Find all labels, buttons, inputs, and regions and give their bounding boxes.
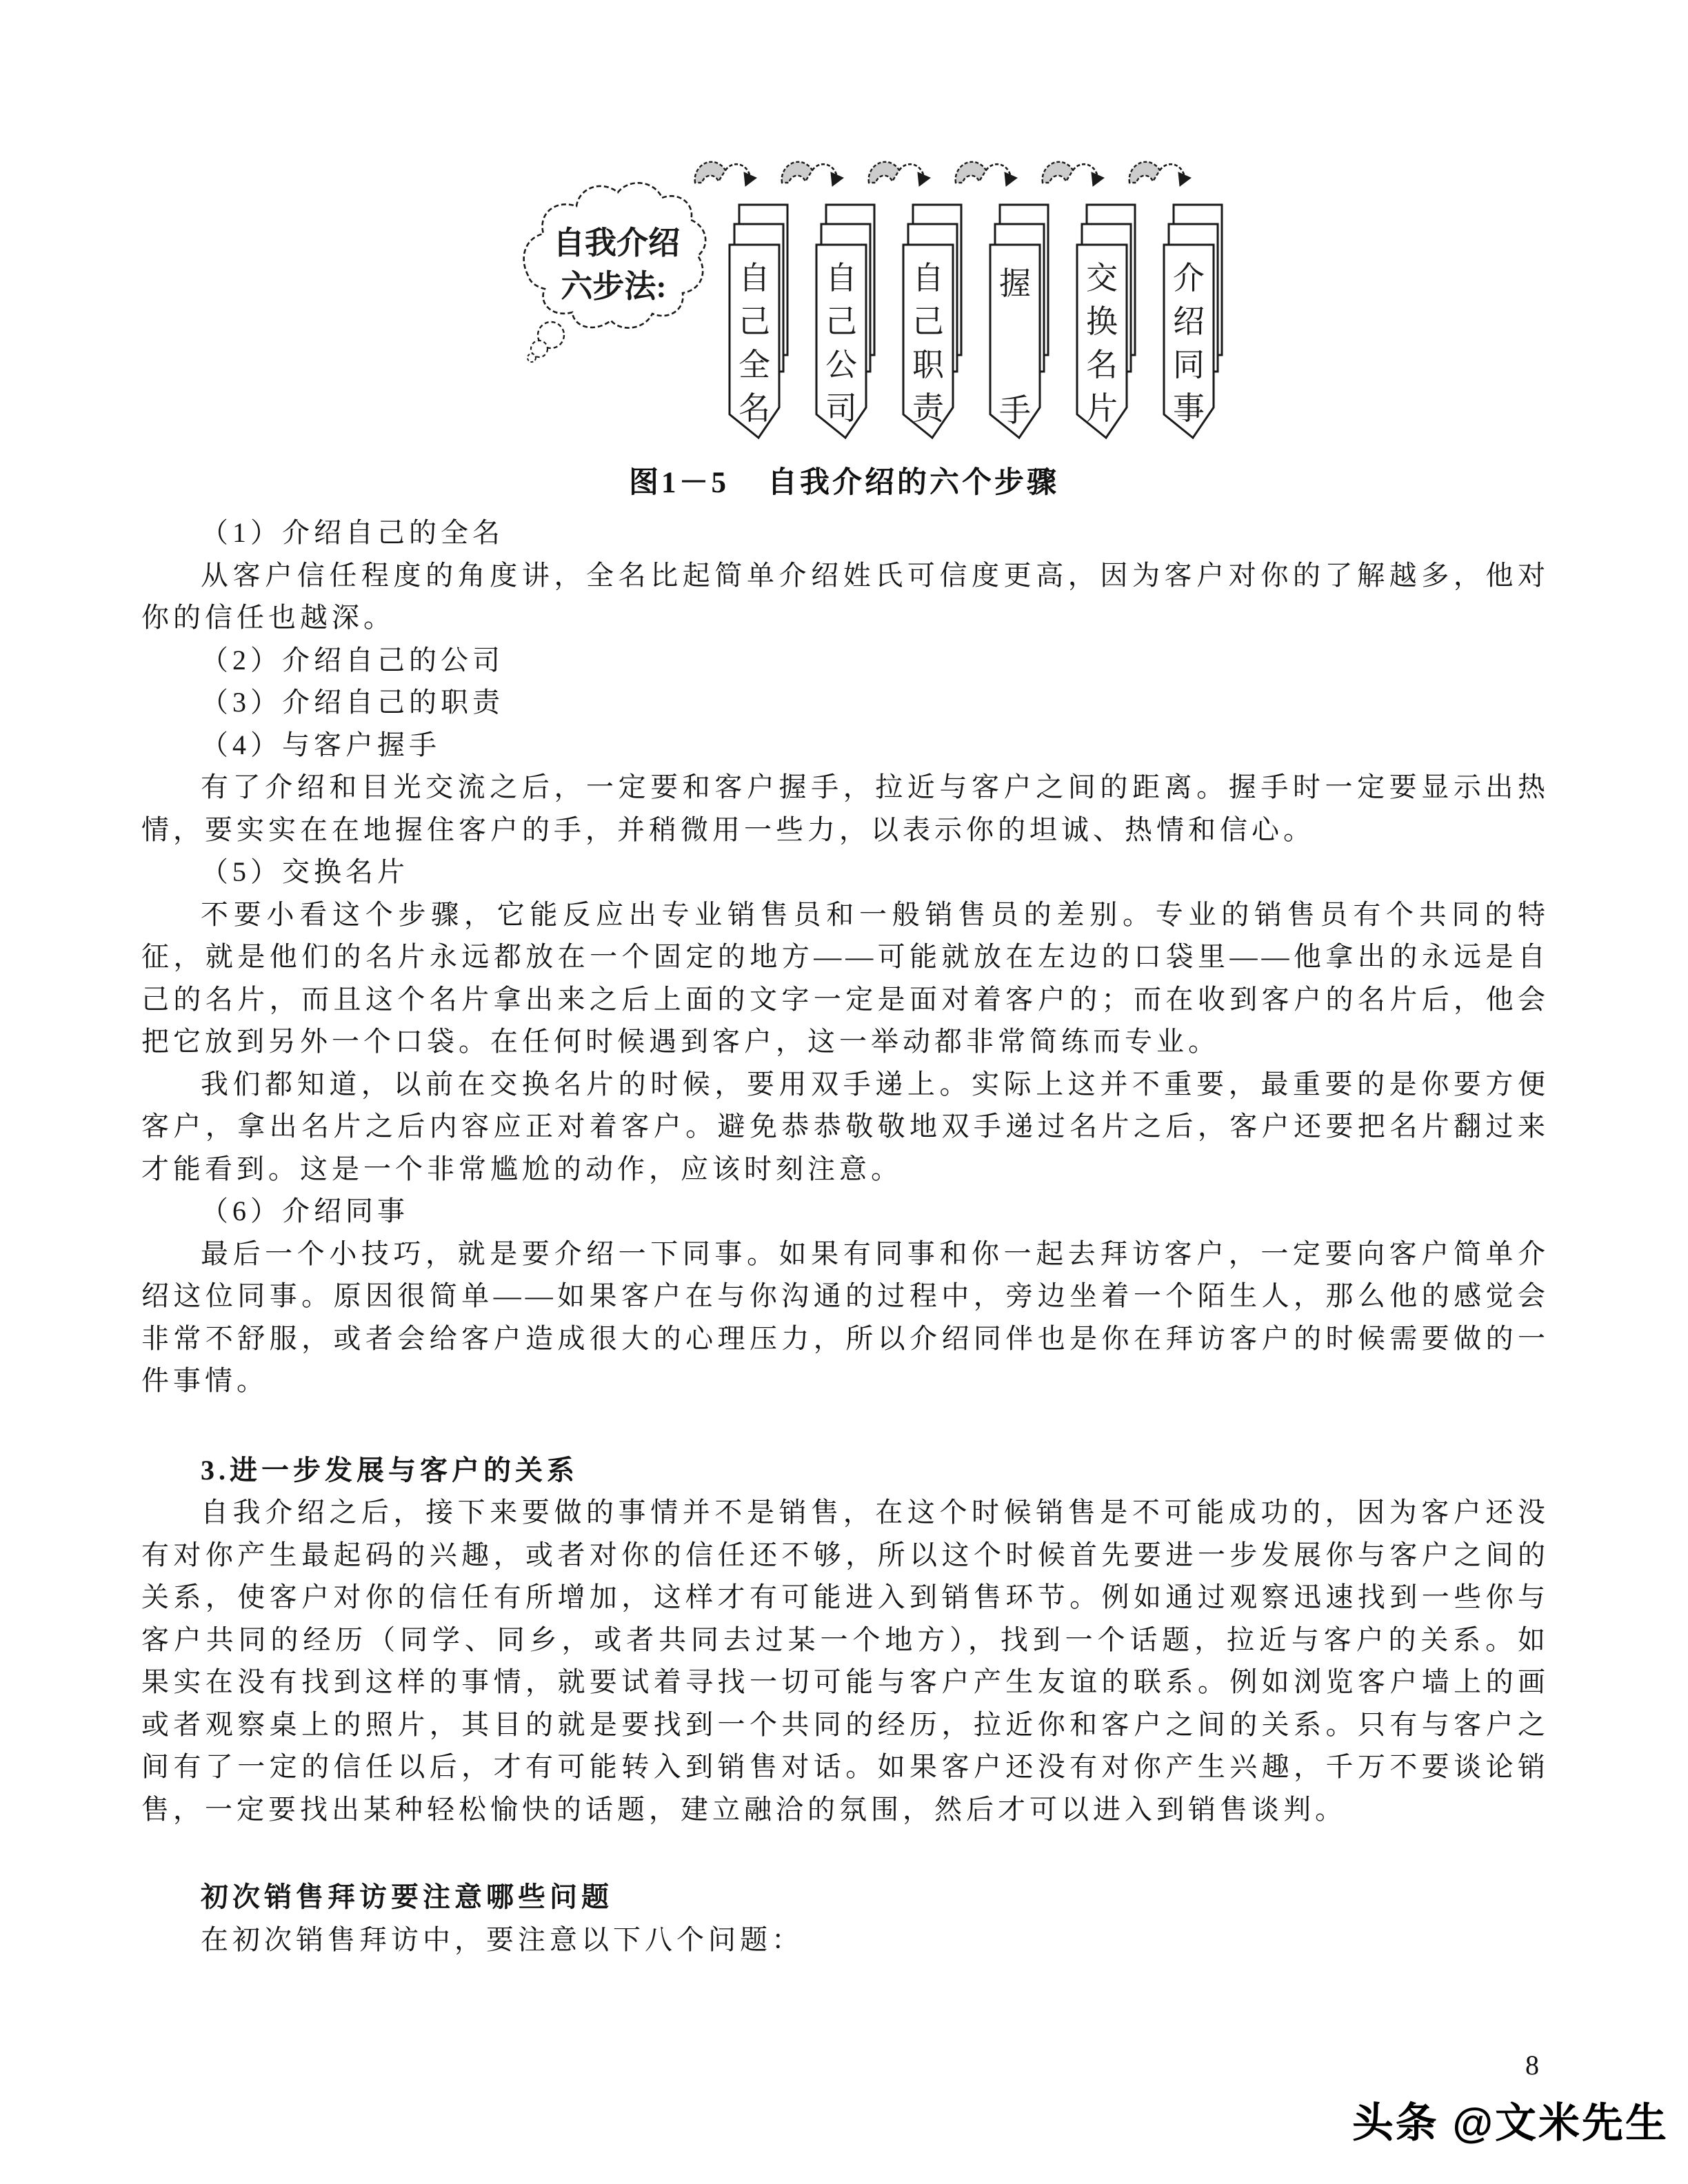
figure-caption-label: 图1－5 [629,467,729,499]
figure-caption-title: 自我介绍的六个步骤 [767,467,1059,499]
page-number: 8 [1525,2050,1539,2081]
curved-arrow-icon [695,162,756,186]
six-steps-diagram [513,141,1251,458]
paragraph: 不要小看这个步骤，它能反应出专业销售员和一般销售员的差别。专业的销售员有个共同的特征，就是他们的名片永远都放在一个固定的地方——可能就放在左边的口袋里——他拿出的永远是自己的名片，而且这个名片拿出来之后上面的文字一定是面对着客户的；而在收到客户的名片后，他会把它放到另外一个口袋。在任何时候遇到客户，这一举动都非常简练而专业。 [141,898,1549,1057]
bubble-text-line1: 自我介绍 [553,225,680,261]
thought-trail-dot [528,354,536,362]
curved-arrow-icon [1043,162,1104,186]
body-text [141,512,1549,1961]
list-item: （3）介绍自己的职责 [201,687,504,718]
step-label: 自己公司 [825,261,857,426]
paragraph: 在初次销售拜访中，要注意以下八个问题： [201,1923,803,1955]
step-label: 交换名片 [1086,261,1118,426]
watermark: 头条 @文米先生 [1352,2100,1669,2146]
step-banner-6 [1129,162,1222,438]
list-item: （5）交换名片 [201,856,409,887]
step-banner-5 [1043,162,1135,438]
step-label: 自己职责 [912,261,944,426]
paragraph: 我们都知道，以前在交换名片的时候，要用双手递上。实际上这并不重要，最重要的是你要方便客户，拿出名片之后内容应正对着客户。避免恭恭敬敬地双手递过名片之后，客户还要把名片翻过来才能看到。这是一个非常尴尬的动作，应该时刻注意。 [141,1068,1549,1184]
step-label: 自己全名 [738,261,770,426]
section-subheading: 初次销售拜访要注意哪些问题 [201,1881,613,1912]
curved-arrow-icon [782,162,843,186]
paragraph: 有了介绍和目光交流之后，一定要和客户握手，拉近与客户之间的距离。握手时一定要显示出热情，要实实在在地握住客户的手，并稍微用一些力，以表示你的坦诚、热情和信心。 [141,771,1549,845]
paragraph: 从客户信任程度的角度讲，全名比起简单介绍姓氏可信度更高，因为客户对你的了解越多，他对你的信任也越深。 [141,559,1549,633]
step-banner-1 [695,162,787,438]
curved-arrow-icon [869,162,930,186]
list-item: （4）与客户握手 [201,729,441,760]
step-banner-3 [869,162,961,438]
bubble-text-line2: 六步法: [561,269,667,304]
section-heading: 3.进一步发展与客户的关系 [201,1454,579,1486]
paragraph: 最后一个小技巧，就是要介绍一下同事。如果有同事和你一起去拜访客户，一定要向客户简单介绍这位同事。原因很简单——如果客户在与你沟通的过程中，旁边坐着一个陌生人，那么他的感觉会非常不舒服，或者会给客户造成很大的心理压力，所以介绍同伴也是你在拜访客户的时候需要做的一件事情。 [141,1237,1549,1396]
step-banner-4 [956,162,1048,438]
list-item: （2）介绍自己的公司 [201,644,504,676]
thought-bubble [524,183,706,362]
figure-caption [0,459,1688,501]
step-banner-2 [782,162,874,438]
figure-self-intro-six-steps [513,141,1251,458]
curved-arrow-icon [956,162,1017,186]
list-item: （1）介绍自己的全名 [201,517,504,548]
paragraph: 自我介绍之后，接下来要做的事情并不是销售，在这个时候销售是不可能成功的，因为客户还没有对你产生最起码的兴趣，或者对你的信任还不够，所以这个时候首先要进一步发展你与客户之间的关系，使客户对你的信任有所增加，这样才有可能进入到销售环节。例如通过观察迅速找到一些你与客户共同的经历（同学、同乡，或者共同去过某一个地方），找到一个话题，拉近与客户的关系。如果实在没有找到这样的事情，就要试着寻找一切可能与客户产生友谊的联系。例如浏览客户墙上的画或者观察桌上的照片，其目的就是要找到一个共同的经历，拉近你和客户之间的关系。只有与客户之间有了一定的信任以后，才有可能转入到销售对话。如果客户还没有对你产生兴趣，千万不要谈论销售，一定要找出某种轻松愉快的话题，建立融洽的氛围，然后才可以进入到销售谈判。 [141,1497,1549,1825]
step-label: 介绍同事 [1173,261,1205,426]
list-item: （6）介绍同事 [201,1195,409,1226]
step-label: 握手 [999,266,1031,428]
curved-arrow-icon [1129,162,1191,186]
